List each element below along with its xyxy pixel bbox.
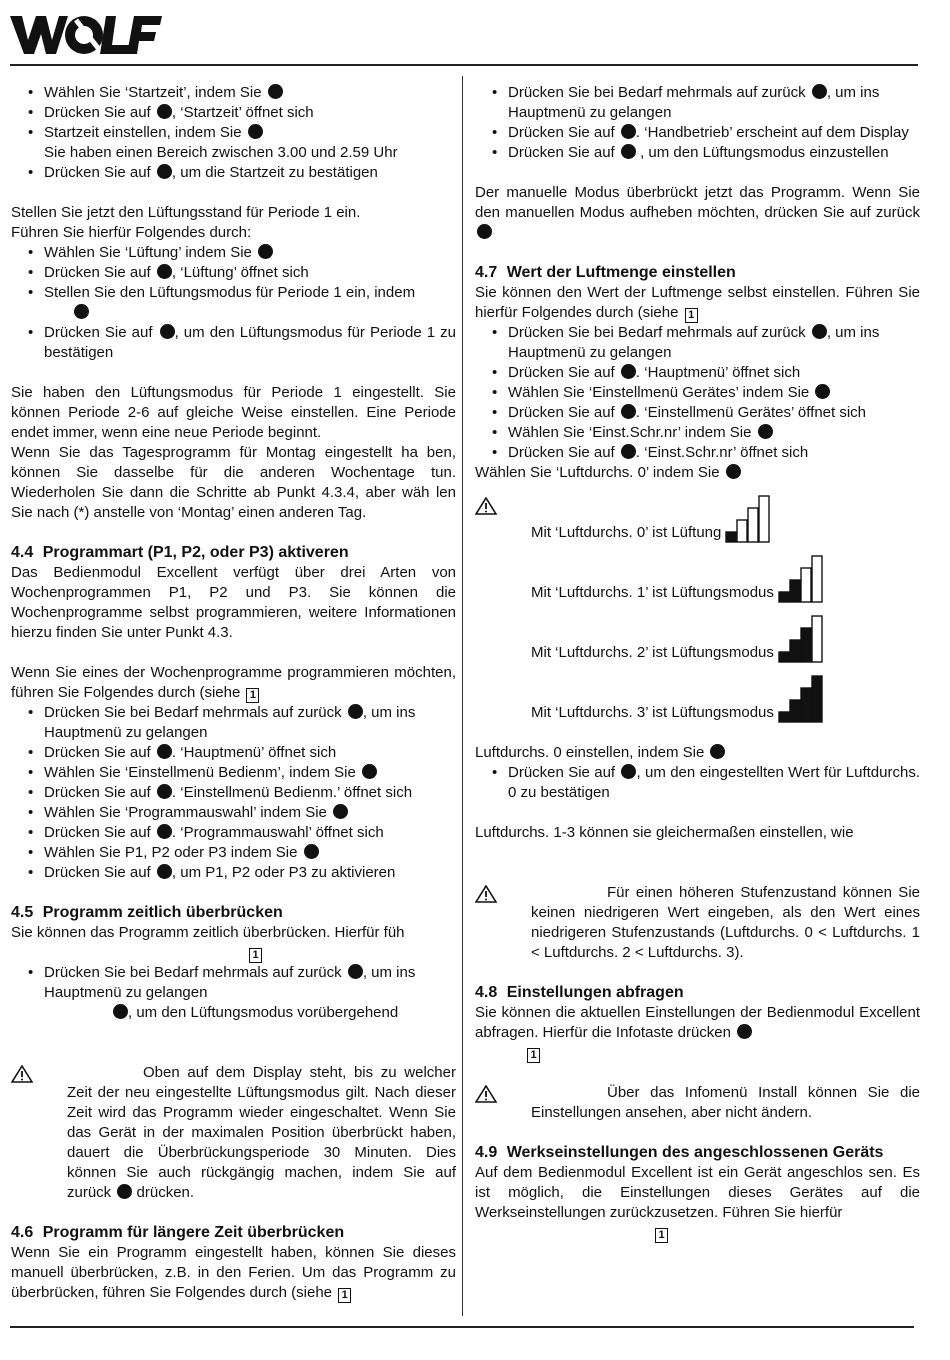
level-bar	[801, 688, 811, 722]
button-dot-icon	[348, 704, 363, 719]
button-dot-icon	[621, 444, 636, 459]
button-dot-icon	[621, 364, 636, 379]
paragraph: Sie können die aktuellen Einstellungen der Bedienmodul Excellent abfragen. Hierfür die Infotaste drücken	[475, 1004, 920, 1041]
button-dot-icon	[248, 124, 263, 139]
button-dot-icon	[758, 424, 773, 439]
button-dot-icon	[160, 324, 175, 339]
list-item: • Drücken Sie auf , um den Lüftungsmodus einzustellen	[475, 143, 920, 163]
confirm-list	[475, 763, 920, 803]
figure-ref-icon: 1	[246, 688, 259, 703]
list-item: • Wählen Sie ‘Einstellmenü Bedienm’, indem Sie	[11, 763, 456, 783]
button-dot-icon	[621, 144, 636, 159]
list-item: • Drücken Sie bei Bedarf mehrmals auf zurück , um ins Hauptmenü zu gelangen	[475, 83, 920, 123]
list-item: • Drücken Sie auf , um den eingestellten Wert für Luftdurchs. 0 zu bestätigen	[475, 763, 920, 803]
header-rule	[10, 64, 918, 66]
list-item: • Drücken Sie auf , um die Startzeit zu bestätigen	[11, 163, 456, 183]
section-heading-4-5: 4.5 Programm zeitlich überbrücken	[11, 904, 283, 921]
level-bars-icon	[725, 495, 773, 543]
warning-note: Über das Infomenü Install können Sie die Einstellungen ansehen, aber nicht ändern.	[475, 1083, 920, 1123]
list-item: • Wählen Sie ‘Programmauswahl’ indem Sie	[11, 803, 456, 823]
airflow-level-row	[475, 603, 920, 663]
button-dot-icon	[362, 764, 377, 779]
manual-list	[475, 83, 920, 163]
list-item: • Drücken Sie auf . ‘Einst.Schr.nr’ öffnet sich	[475, 443, 920, 463]
warning-note: Oben auf dem Display steht, bis zu welcher Zeit der neu eingestellte Lüftungsmodus gilt. Nach dieser Zeit wird das Programm wieder eingeschaltet. Wenn Sie das Gerät in der maximalen Position überbrückt haben, dauert die Überbrückungsperiode 30 Minuten. Dies können Sie auch rückgängig machen, indem Sie auf zurück drücken.	[11, 1063, 456, 1203]
list-item: • Drücken Sie auf , ‘Lüftung’ öffnet sich	[11, 263, 456, 283]
list-item: • Drücken Sie auf , um P1, P2 oder P3 zu aktivieren	[11, 863, 456, 883]
button-dot-icon	[812, 84, 827, 99]
button-dot-icon	[812, 324, 827, 339]
airflow-level-row	[475, 483, 920, 543]
level-bars-icon	[778, 555, 826, 603]
list-item: • Wählen Sie ‘Einstellmenü Gerätes’ indem Sie	[475, 383, 920, 403]
paragraph: Wenn Sie ein Programm eingestellt haben, können Sie dieses manuell überbrücken, z.B. in den Ferien. Um das Programm zu überbrücken, führen Sie Folgendes durch (siehe 1	[11, 1244, 456, 1301]
level-bars-icon	[778, 675, 826, 723]
button-dot-icon	[268, 84, 283, 99]
paragraph: Sie können das Programm zeitlich überbrücken. Hierfür füh	[11, 924, 405, 941]
level-bar	[759, 496, 769, 542]
paragraph: , um den Lüftungsmodus vorübergehend	[11, 1003, 456, 1023]
airflow-level-label: Mit ‘Luftdurchs. 0’ ist Lüftung	[531, 524, 722, 541]
paragraph: Wenn Sie das Tagesprogramm für Montag eingestellt ha ben, können Sie dasselbe für die anderen Wochentage tun. Wiederholen Sie dann die Schritte ab Punkt 4.3.4, aber wäh len Sie nach (*) anstelle von ‘Montag’ einen anderen Tag.	[11, 444, 456, 521]
button-dot-icon	[710, 744, 725, 759]
level-bar	[801, 628, 811, 662]
right-column	[475, 83, 920, 1243]
figure-ref-icon: 1	[685, 308, 698, 323]
list-item: • Drücken Sie auf . ‘Einstellmenü Gerätes’ öffnet sich	[475, 403, 920, 423]
level-illustrations	[475, 483, 920, 723]
airflow-level-label: Mit ‘Luftdurchs. 1’ ist Lüftungsmodus	[531, 584, 774, 601]
button-dot-icon	[117, 1184, 132, 1199]
level-bar	[737, 520, 747, 542]
footer-rule	[10, 1326, 914, 1328]
button-dot-icon	[157, 824, 172, 839]
button-dot-icon	[157, 864, 172, 879]
level-bar	[812, 616, 822, 662]
button-dot-icon	[815, 384, 830, 399]
level-bar	[790, 700, 800, 722]
button-dot-icon	[477, 224, 492, 239]
figure-ref-icon: 1	[655, 1228, 668, 1243]
list-item: • Drücken Sie auf . ‘Einstellmenü Bedienm.’ öffnet sich	[11, 783, 456, 803]
paragraph: Luftdurchs. 1-3 können sie gleichermaßen einstellen, wie	[475, 824, 854, 841]
list-item: • Drücken Sie auf . ‘Programmauswahl’ öffnet sich	[11, 823, 456, 843]
airflow-list	[475, 323, 920, 463]
button-dot-icon	[157, 784, 172, 799]
list-item: • Wählen Sie ‘Einst.Schr.nr’ indem Sie	[475, 423, 920, 443]
level-bars-icon	[778, 615, 826, 663]
button-dot-icon	[333, 804, 348, 819]
list-item: • Drücken Sie auf . ‘Handbetrieb’ erscheint auf dem Display	[475, 123, 920, 143]
wolf-logo	[10, 12, 162, 56]
section-heading-4-8: 4.8 Einstellungen abfragen	[475, 984, 684, 1001]
button-dot-icon	[157, 164, 172, 179]
section-heading-4-4: 4.4 Programmart (P1, P2, oder P3) aktiveren	[11, 544, 349, 561]
level-bar	[779, 652, 789, 662]
paragraph: Luftdurchs. 0 einstellen, indem Sie	[475, 743, 920, 763]
level-bar	[790, 580, 800, 602]
paragraph: Wenn Sie eines der Wochenprogramme programmieren möchten, führen Sie Folgendes durch (siehe 1	[11, 664, 456, 701]
column-divider	[462, 76, 463, 1316]
airflow-level-label: Mit ‘Luftdurchs. 3’ ist Lüftungsmodus	[531, 704, 774, 721]
section-heading-4-7: 4.7 Wert der Luftmenge einstellen	[475, 264, 736, 281]
program-list	[11, 703, 456, 883]
warning-icon	[475, 885, 497, 903]
list-item: • Wählen Sie ‘Startzeit’, indem Sie	[11, 83, 456, 103]
airflow-level-label: Mit ‘Luftdurchs. 2’ ist Lüftungsmodus	[531, 644, 774, 661]
intro-list	[11, 83, 456, 183]
button-dot-icon	[348, 964, 363, 979]
list-item: • Stellen Sie den Lüftungsmodus für Periode 1 ein, indem	[11, 283, 456, 323]
warning-note: Für einen höheren Stufenzustand können Sie keinen niedrigeren Wert eingeben, als den Wert eines niedrigeren Stufenzustands (Luftdurchs. 0 < Luftdurchs. 1 < Luftdurchs. 2 < Luftdurchs. 3).	[475, 883, 920, 963]
warning-icon	[475, 1085, 497, 1103]
level-bar	[801, 568, 811, 602]
button-dot-icon	[258, 244, 273, 259]
paragraph: Der manuelle Modus überbrückt jetzt das Programm. Wenn Sie den manuellen Modus aufheben möchten, drücken Sie auf zurück	[475, 183, 920, 243]
section-heading-4-9: 4.9 Werkseinstellungen des angeschlossenen Geräts	[475, 1144, 884, 1161]
button-dot-icon	[737, 1024, 752, 1039]
paragraph: Sie haben den Lüftungsmodus für Periode 1 eingestellt. Sie können Periode 2-6 auf gleiche Weise einstellen. Eine Periode endet immer, wenn eine neue Periode beginnt.	[11, 384, 456, 441]
level-bar	[779, 592, 789, 602]
level-bar	[812, 556, 822, 602]
list-item: • Drücken Sie bei Bedarf mehrmals auf zurück , um ins Hauptmenü zu gelangen	[11, 703, 456, 743]
level-bar	[779, 712, 789, 722]
list-item: • Drücken Sie bei Bedarf mehrmals auf zurück , um ins Hauptmenü zu gelangen	[11, 963, 456, 1003]
button-dot-icon	[113, 1004, 128, 1019]
level-bar	[748, 508, 758, 542]
list-item: • Startzeit einstellen, indem Sie Sie haben einen Bereich zwischen 3.00 und 2.59 Uhr	[11, 123, 456, 163]
figure-ref-icon: 1	[527, 1048, 540, 1063]
button-dot-icon	[621, 404, 636, 419]
button-dot-icon	[157, 264, 172, 279]
list-item: • Drücken Sie bei Bedarf mehrmals auf zurück , um ins Hauptmenü zu gelangen	[475, 323, 920, 363]
airflow-level-row	[475, 543, 920, 603]
left-column	[11, 83, 456, 1303]
level-bar	[726, 532, 736, 542]
airflow-level-row	[475, 663, 920, 723]
button-dot-icon	[157, 104, 172, 119]
list-item: • Wählen Sie ‘Lüftung’ indem Sie	[11, 243, 456, 263]
paragraph: Wählen Sie ‘Luftdurchs. 0’ indem Sie	[475, 463, 920, 483]
button-dot-icon	[621, 764, 636, 779]
paragraph: Stellen Sie jetzt den Lüftungsstand für Periode 1 ein.	[11, 204, 361, 221]
button-dot-icon	[304, 844, 319, 859]
paragraph: Auf dem Bedienmodul Excellent ist ein Gerät angeschlos sen. Es ist möglich, die Einstellungen dieses Gerätes auf die Werkseinstellungen zurückzusetzen. Führen Sie hierfür	[475, 1164, 920, 1221]
list-item: • Drücken Sie auf . ‘Hauptmenü’ öffnet sich	[475, 363, 920, 383]
section-heading-4-6: 4.6 Programm für längere Zeit überbrücken	[11, 1224, 345, 1241]
list-item: • Drücken Sie auf , ‘Startzeit’ öffnet sich	[11, 103, 456, 123]
paragraph: Sie können den Wert der Luftmenge selbst einstellen. Führen Sie hierfür Folgendes durch (siehe 1	[475, 284, 920, 321]
paragraph: Führen Sie hierfür Folgendes durch:	[11, 224, 252, 241]
list-item: • Wählen Sie P1, P2 oder P3 indem Sie	[11, 843, 456, 863]
button-dot-icon	[621, 124, 636, 139]
paragraph: Das Bedienmodul Excellent verfügt über drei Arten von Wochenprogrammen P1, P2 und P3. Sie können die Wochenprogramme selbst programmieren, weitere Informationen hierzu finden Sie unter Punkt 4.3.	[11, 564, 456, 641]
warning-icon	[475, 497, 497, 515]
figure-ref-icon: 1	[249, 948, 262, 963]
button-dot-icon	[157, 744, 172, 759]
level-bar	[812, 676, 822, 722]
figure-ref-icon: 1	[338, 1288, 351, 1303]
list-item: • Drücken Sie auf . ‘Hauptmenü’ öffnet sich	[11, 743, 456, 763]
vent-list	[11, 243, 456, 363]
warning-icon	[11, 1065, 33, 1083]
button-dot-icon	[74, 304, 89, 319]
level-bar	[790, 640, 800, 662]
button-dot-icon	[726, 464, 741, 479]
list-item: • Drücken Sie auf , um den Lüftungsmodus für Periode 1 zu bestätigen	[11, 323, 456, 363]
override-list	[11, 963, 456, 1003]
